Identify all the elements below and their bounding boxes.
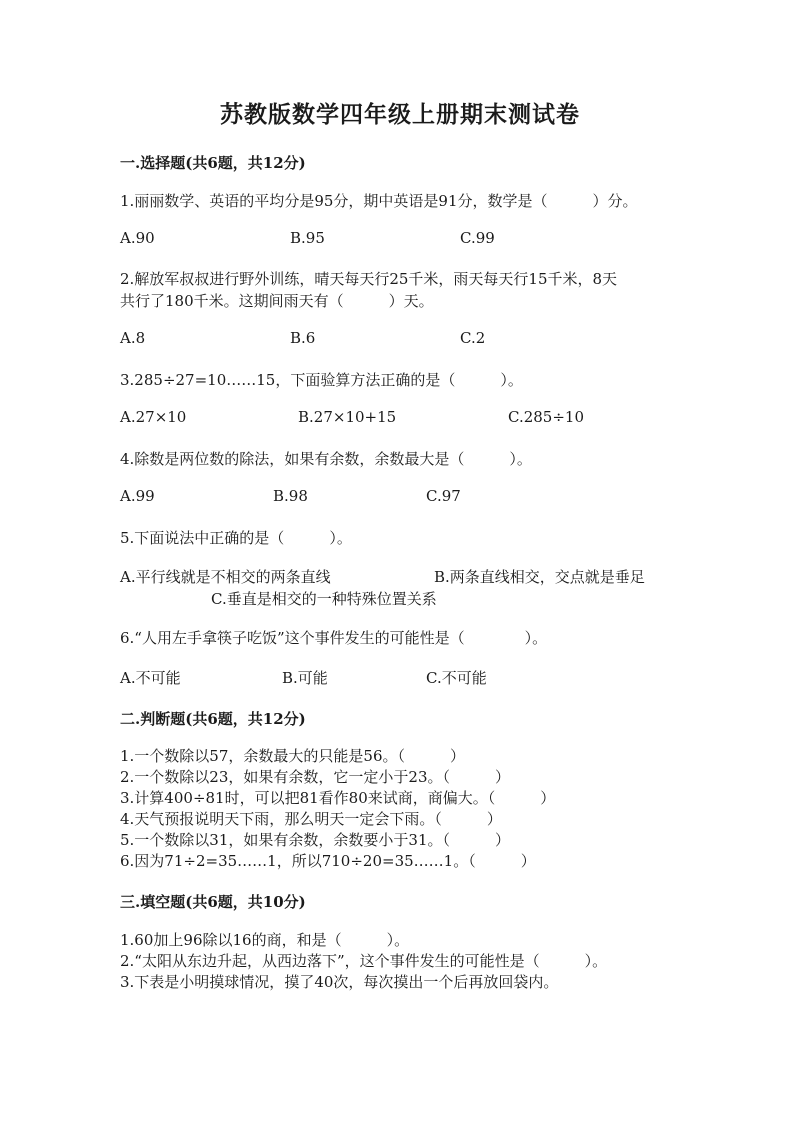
question-6-option-c: C.不可能 [426, 669, 487, 687]
page-title: 苏教版数学四年级上册期末测试卷 [220, 101, 580, 128]
question-4-stem: 4.除数是两位数的除法，如果有余数，余数最大是（ ）。 [120, 450, 532, 468]
question-5-option-b: B.两条直线相交，交点就是垂足 [434, 568, 645, 586]
question-2-stem: 2.解放军叔叔进行野外训练，晴天每天行25千米，雨天每天行15千米，8天 [120, 270, 618, 288]
question-3-stem: 3.285÷27=10……15，下面验算方法正确的是（ ）。 [120, 371, 523, 389]
question-1-option-c: C.99 [460, 229, 495, 247]
question-4-option-a: A.99 [120, 487, 155, 505]
question-2-option-a: A.8 [120, 329, 146, 347]
question-3-option-a: A.27×10 [120, 408, 187, 426]
judgement-item: 5.一个数除以31，如果有余数，余数要小于31。（ ） [120, 831, 510, 849]
question-1-stem: 1.丽丽数学、英语的平均分是95分，期中英语是91分，数学是（ ）分。 [120, 192, 638, 210]
question-4-option-c: C.97 [426, 487, 461, 505]
judgement-item: 1.一个数除以57，余数最大的只能是56。（ ） [120, 747, 465, 765]
question-1-option-b: B.95 [290, 229, 325, 247]
judgement-item: 4.天气预报说明天下雨，那么明天一定会下雨。（ ） [120, 810, 502, 828]
question-6-option-b: B.可能 [282, 669, 328, 687]
question-1-option-a: A.90 [120, 229, 155, 247]
question-2-option-b: B.6 [290, 329, 316, 347]
fill-in-item: 3.下表是小明摸球情况，摸了40次，每次摸出一个后再放回袋内。 [120, 973, 559, 991]
fill-in-item: 2.“太阳从东边升起，从西边落下”，这个事件发生的可能性是（ ）。 [120, 952, 608, 970]
question-2-option-c: C.2 [460, 329, 486, 347]
section-heading-fill-in: 三.填空题(共6题，共10分) [120, 893, 306, 911]
question-5-option-c: C.垂直是相交的一种特殊位置关系 [211, 590, 437, 608]
question-3-option-c: C.285÷10 [508, 408, 584, 426]
section-heading-judgement: 二.判断题(共6题，共12分) [120, 710, 306, 728]
question-2-stem-line2: 共行了180千米。这期间雨天有（ ）天。 [120, 292, 434, 310]
fill-in-item: 1.60加上96除以16的商，和是（ ）。 [120, 931, 410, 949]
judgement-item: 6.因为71÷2=35……1，所以710÷20=35……1。（ ） [120, 852, 536, 870]
section-heading-choice: 一.选择题(共6题，共12分) [120, 154, 306, 172]
judgement-item: 3.计算400÷81时，可以把81看作80来试商，商偏大。（ ） [120, 789, 556, 807]
question-3-option-b: B.27×10+15 [298, 408, 397, 426]
question-6-option-a: A.不可能 [120, 669, 181, 687]
question-5-stem: 5.下面说法中正确的是（ ）。 [120, 529, 352, 547]
question-5-option-a: A.平行线就是不相交的两条直线 [120, 568, 331, 586]
judgement-item: 2.一个数除以23，如果有余数，它一定小于23。（ ） [120, 768, 510, 786]
question-4-option-b: B.98 [273, 487, 308, 505]
question-6-stem: 6.“人用左手拿筷子吃饭”这个事件发生的可能性是（ ）。 [120, 629, 548, 647]
